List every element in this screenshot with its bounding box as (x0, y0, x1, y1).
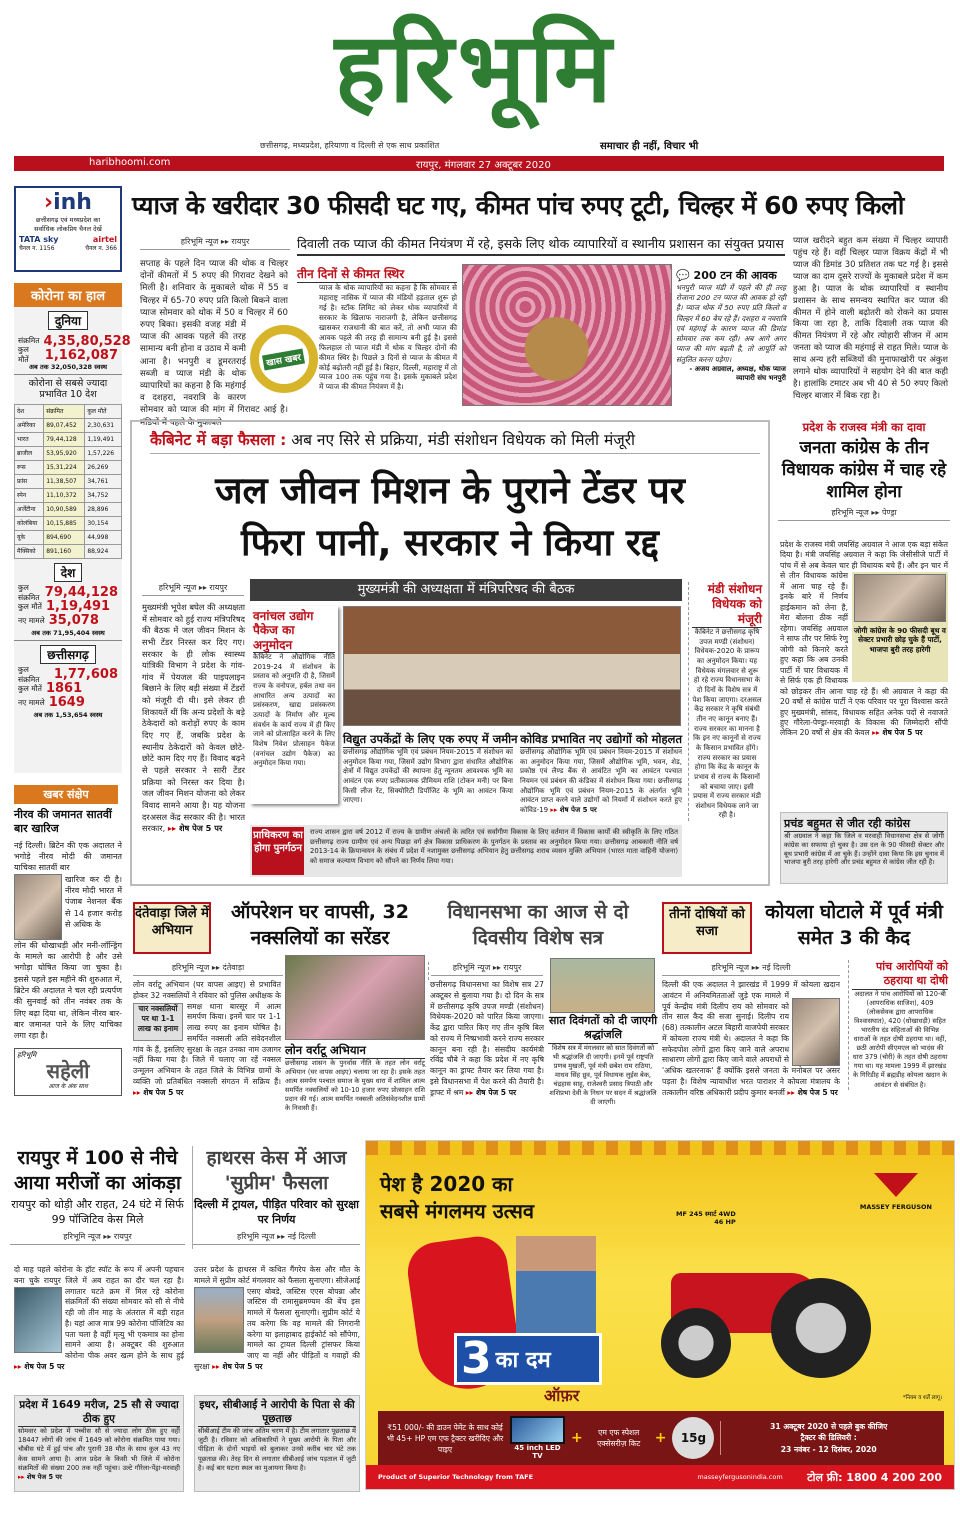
naxal-headline[interactable]: ऑपरेशन घर वापसी, 32 नक्सलियों का सरेंडर (230, 901, 409, 949)
stat-label: नए मामले (18, 615, 45, 625)
forest-package-box (250, 606, 338, 804)
tafe-text: Product of Superior Technology from TAFE (378, 1473, 534, 1481)
speech-bubble-icon: 💬 (676, 269, 690, 282)
onion-price-box (297, 265, 457, 392)
dateline: रायपुर, मंगलवार 27 अक्टूबर 2020 (416, 160, 551, 171)
tatasky-channel: चैनल न. 1156 (19, 245, 55, 252)
tv-label: 45 inch LED TV (514, 1444, 561, 1460)
story-headline[interactable]: हाथरस केस में आज 'सुप्रीम' फैसला (206, 1147, 347, 1194)
stat-label: कुल संक्रमित (18, 664, 40, 684)
body-text: उत्तर प्रदेश के हाथरस में कथित गैंगरेप केस और मौत के मामले में सुप्रीम कोर्ट मंगलवार को फैसला सुनाएगा। सीजेआई एसए बोबडे, जस्टिस एएस बोपन्ना और जस्टिस वी रामासुब्रमण्यम की बेंच इस मामले में फैसला सुनाएगी। सुप्रीम कोर्ट ये तय करेगा कि वह मामले की निगरानी करेगा या इलाहाबाद हाईकोर्ट को सौंपेगा, मामले का ट्रायल दिल्ली ट्रांसफर किया जाए या नहीं और पीड़ितों व गवाहों की सुरक्षा (194, 1265, 360, 1372)
country-deaths: 44,998 (85, 530, 122, 544)
corona-title: कोरोना का हाल (14, 283, 122, 307)
country-name: कोलंबिया (15, 516, 44, 530)
country-infected: 15,31,224 (44, 460, 85, 474)
delivery-label: ट्रैक्टर की डिलिवरी : (800, 1433, 857, 1443)
box-body: अदालत ने पांच आरोपियों को 120-बी (आपराधिक साजिश), 409 (लोकसेवक द्वारा आपराधिक विश्वासघात), 420 (धोखाधड़ी) सहित भारतीय दंड संहिताओं की विभिन्न धाराओं के तहत दोषी ठहराया था। वहीं, छठी आरोपी सीएमएल को भादंस की धारा 379 (चोरी) के तहत दोषी ठहराया गया था। यह मामला 1999 में झारखंड के गिरिडीह में ब्रह्मडीह कोयला खदान के आवंटन से संबंधित है। (852, 989, 948, 1089)
country-name: फ्रांस (15, 474, 44, 488)
naxal-dateline: हरिभूमि न्यूज ▸▸ दंतेवाड़ा (133, 962, 283, 976)
box-body: सीबीआई टीम की जांच अंतिम चरण में है। टीम लगातार पूछताछ में जुटी है। रविवार को अधिकारियों ने मुख्य आरोपी के पिता और पीड़िता के दोनों भाइयों को बुलाकर उनसे करीब चार घंटे तक पूछताछ की। तेरह दिन से लगातार सीबीआई जांच पड़ताल में जुटी है। कई बार घटना स्थल का मुआयना किया है। (198, 1427, 356, 1472)
lone-varratu-box (285, 1043, 425, 1114)
brief-title: खबर संक्षेप (14, 785, 118, 804)
tv-icon (510, 1416, 565, 1444)
country-name: भारत (15, 432, 44, 446)
massey-logo (860, 1173, 932, 1211)
continued-link[interactable]: ▸▸ शेष पेज 5 पर (133, 1088, 183, 1097)
country-deaths: 2,30,631 (85, 418, 122, 432)
country-deaths: 28,896 (85, 502, 122, 516)
continued-link[interactable]: ▸▸ शेष पेज 5 पर (212, 1362, 262, 1371)
kicker-rest: अब नए सिरे से प्रक्रिया, मंडी संशोधन विधेयक को मिली मंजूरी (291, 431, 636, 449)
cg-infected: 1,77,608 (53, 667, 118, 683)
inh-line2: सर्वाधिक लोकप्रिय चैनल देखें (34, 225, 102, 233)
box-body: सोमवार को प्रदेश में पच्चीस सौ से ज्यादा लोग ठीक हुए वहीं 18447 लोगों की जांच में 1649 को कोरोना संक्रमित पाया गया। चौबीस घंटे में हुई पांच और पुरानी 38 मौत के साथ कुल 43 नए केस सामने आया है। आज प्रदेश के किसी भी जिले में कोरोना संक्रमितों की संख्या 200 तक नहीं पहुंचा। उल्टे गौरेला-पेंड्रा-मरवाही (18, 1427, 180, 1472)
country-row (15, 488, 122, 502)
onion-photo (462, 264, 672, 406)
assembly-dateline: हरिभूमि न्यूज ▸▸ रायपुर (431, 962, 543, 976)
inh-line1: छत्तीसगढ़ एवं मध्यप्रदेश का (35, 216, 101, 224)
massey-triangle-icon (874, 1173, 918, 1197)
country-deaths: 1,57,226 (85, 446, 122, 460)
cbi-box (194, 1395, 360, 1492)
story-body: छत्तीसगढ़ औद्योगिक भूमि एवं प्रबंधन नियम-2015 में संशोधन का अनुमोदन किया गया, जिसमें औद्योगिक भूमि, भवन, शेड, प्रकोष्ठ एवं लैण्ड बैंक से आवंटित भूमि का आवंटन पश्चात नियमन एवं प्रबंधन की कंडिका में संशोधन किया गया। छत्तीसगढ़ औद्योगिक भूमि एवं प्रबंधन नियम-2015 के अंतर्गत भूमि आवंटन प्राप्त करने वाले उद्योगों को नियमों में संशोधन करते हुए कोविड-19 (520, 748, 682, 814)
authority-body: राज्य शासन द्वारा वर्ष 2012 में राज्य के ग्रामीण अंचलों के त्वरित एवं सर्वांगीण विकास के लिए वर्तमान में विकास कार्यों की स्वीकृति के लिए गठित छत्तीसगढ़ राज्य ग्रामीण एवं अन्य पिछड़ा वर्ग क्षेत्र विकास प्राधिकरण के पुनर्गठन के प्रस्ताव का अनुमोदन किया गया। छत्तीसगढ़ आबकारी नीति वर्ष 2013-14 के क्रियान्वयन के संबंध में प्रदेश में नशामुक्त छत्तीसगढ़ अभियान हेतु छत्तीसगढ़ शराब व्यसन मुक्ति अभियान (भारत माता वाहिनी योजना) को समाज कल्याण विभाग को सौंपने का निर्णय लिया गया। (310, 828, 678, 865)
body-text: छत्तीसगढ़ विधानसभा का विशेष सत्र 27 अक्टूबर से बुलाया गया है। दो दिन के सत्र में छत्तीसगढ़ कृषि उपज मण्डी (संशोधन) विधेयक-2020 को पारित किया जाएगा। केंद्र द्वारा पारित किए गए तीन कृषि बिल को राज्य में निष्प्रभावी करने राज्य सरकार कानून बना रही है। संसदीय कार्यमंत्री रविंद्र चौबे ने कहा कि प्रदेश में नए कृषि कानून का ड्राफ्ट तैयार कर लिया गया है। इसे विधानसभा में पेश करने की तैयारी है। ड्राफ्ट में श्रम (430, 980, 544, 1097)
inh-channel-ad[interactable]: ›inh छत्तीसगढ़ एवं मध्यप्रदेश का सर्वाधिक लोकप्रिय चैनल देखें TATA sky airtel चैनल न. 1156 चैनल न. 366 (14, 186, 122, 272)
box-title: प्रचंड बहुमत से जीत रही कांग्रेस (784, 816, 944, 832)
coal-body (662, 980, 840, 1099)
body-text: मुख्यमंत्री भूपेश बघेल की अध्यक्षता में सोमवार को हुई राज्य मंत्रिपरिषद की बैठक में जल जीवन मिशन के सभी टेंडर निरस्त कर दिए गए। सरकार के ही लोक स्वास्थ्य यांत्रिकी विभाग ने प्रदेश के गांव-गांव में पेयजल की पाइपलाइन बिछाने के लिए बड़ी संख्या में टेंडरों को मंजूरी दी थी। इसे लेकर ही शिकायतें थीं कि अन्य प्रदेशों के बड़े ठेकेदारों को करोड़ों रुपए के काम दिए गए हैं, जबकि प्रदेश के स्थानीय ठेकेदारों को केवल छोटे-छोटे काम दिए गए हैं। विवाद बढ़ने से पहले सरकार ने सारी टेंडर प्रक्रिया को निरस्त कर दिया है। जल जीवन मिशन योजना को लेकर विवाद सामने आया है। यह योजना दरअसल केंद्र सरकार की है। भारत सरकार, (142, 602, 245, 834)
country-name: अर्जेंटीना (15, 502, 44, 516)
quote-author: - अजय अग्रवाल, अध्यक्ष, थोक प्याज व्यापारी संघ भनपुरी (689, 364, 786, 382)
naxal-tag: दंतेवाड़ा जिले में अभियान (133, 902, 211, 954)
saheli-tag: आज के अंक साथ (48, 1082, 88, 1090)
stat-label: कुल मौतें (18, 601, 42, 611)
reward-box: चार नक्सलियों पर था 1-1 लाख का इनाम (133, 1003, 183, 1041)
headline-line1: जल जीवन मिशन के पुराने टेंडर पर (215, 469, 685, 512)
naxal-body (133, 980, 281, 1099)
country-row (15, 516, 122, 530)
col-header: कुल मौतें (85, 404, 122, 418)
brief-body: लोन की धोखाधड़ी और मनी-लॉन्ड्रिंग के मामले का आरोपी है और उसे भगोड़ा घोषित किया जा चुका है। इससे पहले इस महीने की शुरुआत में, ब्रिटेन की अदालत ने चल रही प्रत्यर्पण की सुनवाई को तीन नवंबर तक के लिए बढ़ा दिया था, लेकिन नीरव बार-बार जमानत पाने के लिए याचिका लगा रहा है। (14, 940, 122, 1041)
brief-body: नई दिल्ली। ब्रिटेन की एक अदालत ने भगोड़े नीरव मोदी की जमानत याचिका सातवीं बार (14, 840, 122, 873)
booking-text: 31 अक्टूबर 2020 से पहले बुक कीजिए (770, 1421, 888, 1431)
continued-link[interactable]: ▸▸ शेष पेज 5 पर (550, 806, 596, 814)
onion-dateline (140, 236, 290, 254)
hathras-body (194, 1265, 360, 1373)
country-infected: 79,44,128 (44, 432, 85, 446)
deal-text: ₹51 000/- की डाउन पेमेंट के साथ कोई भी 45+ HP एम एफ ट्रैक्टर खरीदिए और पाइए (386, 1422, 504, 1454)
box-body: श्री अग्रवाल ने कहा कि जिले व मरवाही विधानसभा क्षेत्र से जोगी कांग्रेस का सफाया हो चुका है। उस दल के 90 फीसदी सेक्टर और बूथ प्रभारी कांग्रेस में आ चुके हैं। उन्होंने दावा किया कि इस चुनाव में भाजपा बुरी तरह हारेगी और प्रचंड बहुमत से कांग्रेस जीत रही है। (784, 832, 944, 867)
country-row (15, 460, 122, 474)
coal-tag: तीनों दोषियों को सजा (662, 902, 752, 954)
country-row (15, 544, 122, 558)
country-deaths: 34,752 (85, 488, 122, 502)
tatasky-logo: TATA sky (19, 235, 59, 244)
country-infected: 11,38,507 (44, 474, 85, 488)
khas-khabar-label: खास खबर (262, 348, 305, 370)
plus-sign: + (571, 1430, 583, 1446)
cg-covid-box (14, 1395, 184, 1492)
india-recovered: अब तक 71,95,404 स्वस्थ (14, 628, 122, 641)
assembly-body (430, 980, 544, 1099)
stat-label: कुल संक्रमित (18, 582, 40, 602)
cg-new: 1649 (48, 695, 85, 711)
country-name: अमेरिका (15, 418, 44, 432)
story-subhead: रायपुर को थोड़ी और राहत, 24 घंटे में सिर्फ 99 पॉजिटिव केस मिले (11, 1198, 184, 1226)
box-body: विशेष सत्र में मंगलवार को सात दिवंगतों को भी श्रद्धांजलि दी जाएगी। इनमें पूर्व राष्ट्रपति प्रणब मुखर्जी, पूर्व मंत्री छबेश राम राठिया, माधव सिंह ध्रुव, पूर्व विधायक लुईस बेक, चंद्रहास साहू, राजेश्वरी प्रसाद त्रिपाठी और शशिप्रभा देवी के निधन पर सदन में श्रद्धांजलि दी जाएगी। (549, 1043, 657, 1107)
minister-quote: जोगी कांग्रेस के 90 फीसदी बूथ व सेक्टर प्रभारी छोड़ चुके हैं पार्टी, भाजपा बुरी तरह हारेगी (854, 626, 946, 654)
box-title: लोन वर्राटू अभियान (285, 1043, 425, 1059)
coal-side-box (848, 960, 948, 1090)
country-row (15, 432, 122, 446)
toll-free-number[interactable]: टोल फ्री: 1800 4 200 200 (807, 1470, 942, 1484)
col-header: देश (15, 404, 44, 418)
stat-label: कुल मौतें (18, 683, 42, 693)
stat-label: संक्रमित (18, 336, 40, 345)
brief-body: खारिज कर दी है। नीरव मोदी भारत में पंजाब नेशनल बैंक से 14 हजार करोड़ से अधिक के (65, 874, 122, 930)
onion-subhead: दिवाली तक प्याज की कीमत नियंत्रण में रहे, इसके लिए थोक व्यापारियों व स्थानीय प्रशासन का संयुक्त प्रयास (297, 235, 785, 256)
quote-body: भनपुरी प्याज मंडी में पहले की ही तरह रोजाना 200 टन प्याज की आवक हो रही है। प्याज थोक में 50 रुपए प्रति किलो व चिल्हर में 60 बेच रहे हैं। दशहरा व नवरात्रि एवं महंगाई के कारण प्याज की डिमांड सोमवार तक कम रही। अब आगे अगर प्याज की मांग बढ़ती है, तो आपूर्ति को संतुलित करना पड़ेगा। (676, 283, 786, 364)
offer-badge (454, 1333, 602, 1385)
box-body: प्याज के थोक व्यापारियों का कहना है कि सोमवार से महाराष्ट्र नासिक में प्याज की मंडियों हड़ताल शुरू हो गई है। स्टॉक लिमिट को लेकर थोक व्यापारियों में सरकार के खिलाफ नाराजगी है, लेकिन छत्तीसगढ़ खासकर राजधानी की बात करें, तो अभी प्याज की आवक पहले की तरह ही सामान्य बनी हुई है। इससे फिलहाल तो प्याज मंडी में थोक व चिल्हर दोनों की कीमत स्थिर है। पिछले 3 दिनों से प्याज के कीमत में कोई बढ़ोतरी नहीं हुई है। बिहार, दिल्ली, महाराष्ट्र में तो प्याज 100 तक पहुंच गया है। इसके मुकाबले प्रदेश में प्याज की कीमत नियंत्रण में है। (319, 283, 457, 392)
country-table (14, 404, 122, 559)
site-link[interactable]: haribhoomi.com (89, 157, 171, 168)
saheli-brand: हरिभूमि (17, 1050, 37, 1059)
brand-name: MASSEY FERGUSON (859, 1203, 932, 1211)
cabinet-kicker (150, 428, 760, 454)
world-label: दुनिया (48, 311, 88, 330)
coal-dateline: हरिभूमि न्यूज ▸▸ नई दिल्ली (662, 962, 840, 976)
story-kicker: प्रदेश के राजस्व मंत्री का दावा (802, 420, 926, 434)
delivery-dates: 23 नवंबर - 12 दिसंबर, 2020 (780, 1444, 877, 1454)
country-row (15, 474, 122, 488)
meeting-banner: मुख्यमंत्री की अध्यक्षता में मंत्रिपरिषद की बैठक (250, 579, 682, 601)
country-row (15, 502, 122, 516)
ambassador-photo (516, 1236, 596, 1336)
cg-deaths: 1861 (45, 681, 83, 697)
box-title: तीन दिनों से कीमत स्थिर (297, 265, 457, 283)
onion-quote-box (676, 268, 786, 383)
country-row (15, 530, 122, 544)
country-infected: 894,690 (44, 530, 85, 544)
body-text: दो माह पहले कोरोना के हॉट स्पॉट के रूप में अपनी पहचान बना चुके रायपुर जिले में अब राहत का दौर चल रहा है। लगातार घटते क्रम में मिल रहे कोरोना संक्रमितों की संख्या सोमवार को सौ से नीचे रही जो तीन माह के अंतराल में बड़ी राहत है। यहां आज मात्र 99 कोरोना पॉजिटिव का पता चला है वहीं मृत्यु भी एकमात्र का होना सामने आया है। अक्टूबर की शुरुआत कोरोना पीक अवर खत्म होने के साथ हुई (14, 1265, 184, 1361)
col-header: संक्रमित (44, 404, 85, 418)
terms-note: *नियम व शर्तें लागू। (902, 1395, 942, 1401)
body-text: इनाम घोषित है। समर्पित नक्सली अति संवेदनशील गांव के हैं, इसलिए सुरक्षा के तहत उनका नाम उजागर नहीं किया गया है। जिले में चलाए जा रहें नक्सल उन्मूलन अभियान के तहत जिले के विभिन्न ग्रामों के व्यक्ति जो प्रतिबंधित नक्सली संगठन में सक्रिय हैं। (133, 1023, 281, 1087)
cabinet-meeting-photo (343, 606, 681, 726)
masthead-slogan: समाचार ही नहीं, विचार भी (600, 141, 699, 152)
offer-number: 3 (461, 1333, 492, 1384)
assembly-emblem-photo (550, 958, 655, 1013)
country-infected: 53,95,920 (44, 446, 85, 460)
news-brief (14, 785, 122, 1135)
country-deaths: 30,154 (85, 516, 122, 530)
country-infected: 891,160 (44, 544, 85, 558)
india-infected: 79,44,128 (44, 585, 118, 601)
lead-headline[interactable]: प्याज के खरीदार 30 फीसदी घट गए, कीमत पांच रुपए टूटी, चिल्हर में 60 रुपए किलो (132, 191, 904, 220)
india-label: देश (54, 563, 83, 582)
dilip-ray-photo (792, 998, 840, 1066)
country-infected: 10,15,885 (44, 516, 85, 530)
offer-label: ऑफ़र (544, 1386, 580, 1405)
country-name: ब्राजील (15, 446, 44, 460)
body-text: सप्ताह के पहले दिन प्याज की थोक व चिल्हर दोनों कीमतों में 5 रुपए की गिरावट देखने को मिली है। शनिवार के मुकाबले थोक में 55 व चिल्हर में 65-70 रुपए प्रति किलो बिकने वाला प्याज सोमवार को थोक में 50 व चिल्हर में 60 रुपए बिका। इसकी वजह मंडी में प्याज की आवक पहले की तरह सामान्य बनी होना व उठाव में कमी आना है। भनपुरी व डूमरतराई सब्जी व प्याज मंडी के थोक व्यापारियों का कहना है कि महंगाई व दशहरा, नवरात्रि के कारण सोमवार को प्याज की मांग में गिरावट आई है। मंडियों में पहले के मुकाबले (140, 259, 288, 428)
cg-label: छत्तीसगढ़ (40, 645, 95, 664)
surrender-photo (285, 955, 425, 1040)
story-headline[interactable]: रायपुर में 100 से नीचे आया मरीजों का आंकड़ा (14, 1147, 181, 1194)
story-title[interactable]: मंडी संशोधन विधेयक को मंजूरी (692, 582, 762, 628)
congress-story (778, 420, 950, 525)
silver-coin-icon: 15g (672, 1417, 714, 1459)
ad-line2: सबसे मंगलमय उत्सव (380, 1199, 535, 1223)
top10-title: कोरोना से सबसे ज्यादा प्रभावित 10 देश (28, 378, 108, 401)
nirav-modi-photo (14, 874, 62, 940)
massey-ferguson-ad[interactable] (365, 1140, 955, 1490)
hathras-story-head (192, 1146, 360, 1249)
quote-title: 200 टन की आवक (693, 269, 777, 282)
box-body: कैबिनेट ने औद्योगिक नीति 2019-24 में संशोधन के प्रस्ताव को अनुमति दी है, जिसमें राज्य के वनोपज, हर्बल तथा वन आधारित अन्य उत्पादों का प्रसंस्करण, खाद्य प्रसंस्करण उत्पादों के निर्माण और मूल्य संवर्धन के कार्य राज्य में ही किए जाने को प्रोत्साहित करने के लिए विशेष निवेश प्रोत्साहन पैकेज (वनांचल उद्योग पैकेज) का अनुमोदन किया गया। (253, 653, 335, 768)
masthead-tagline: छत्तीसगढ़, मध्यप्रदेश, हरियाणा व दिल्ली से एक साथ प्रकाशित (260, 141, 440, 150)
inh-logo: inh (53, 190, 92, 215)
country-row (15, 418, 122, 432)
body-text: प्रदेश के राजस्व मंत्री जयसिंह अग्रवाल ने आज एक बड़ा संकेत दिया है। मंत्री जयसिंह अग्रवाल ने कहा कि जेसीसीजे पार्टी में पांच में से अब केवल चार ही विधायक बचे हैं। और इन चार में से तीन विधायक कांग्रेस में आना चाह रहे हैं। इनके बारे में निर्णय हाईकमान को लेना है, मेरा बोलना ठीक नहीं रहेगा। जयसिंह अग्रवाल ने साफ तौर (780, 540, 948, 644)
offer-strip (378, 1411, 944, 1465)
headline-line2: फिरा पानी, सरकार ने किया रद्द (241, 521, 659, 564)
tractor-hp: 46 HP (714, 1218, 736, 1226)
kit-text: एम एफ स्पेशल एक्सेसरीज़ किट (597, 1428, 641, 1448)
india-new: 35,078 (48, 613, 99, 629)
country-infected: 10,90,589 (44, 502, 85, 516)
continued-link[interactable]: ▸▸ शेष पेज 5 पर (787, 1088, 837, 1097)
story-title[interactable]: कोविड प्रभावित नए उद्योगों को मोहलत (520, 732, 682, 746)
table-header-row (15, 404, 122, 418)
assembly-headline[interactable]: विधानसभा का आज से दो दिवसीय विशेष सत्र (447, 901, 629, 949)
story-body: कैबिनेट ने छत्तीसगढ़ कृषि उपज मण्डी (संशोधन) विधेयक-2020 के प्रारूप का अनुमोदन किया। यह विधेयक मंगलवार से शुरू हो रहे राज्य विधानसभा के दो दिनों के विशेष सत्र में पेश किया जाएगा। दरअसल केंद्र सरकार ने कृषि संबंधी तीन नए कानून बनाए हैं। राज्य सरकार का मानना है कि इन नए कानूनों से राज्य के किसान प्रभावित होंगे। राज्य सरकार का प्रयास होगा कि केंद्र के कानून के प्रभाव से राज्य के किसानों को बचाया जाए। इसी प्रयास में राज्य सरकार मंडी संशोधन विधेयक लाने जा रही है। (692, 628, 762, 820)
country-deaths: 88,924 (85, 544, 122, 558)
saheli-logo: सहेली (46, 1058, 90, 1083)
continued-link[interactable]: ▸▸ शेष पेज 5 पर (18, 1473, 62, 1481)
continued-link[interactable]: ▸▸ शेष पेज 5 पर (466, 1088, 516, 1097)
continued-link[interactable]: ▸▸ शेष पेज 5 पर (14, 1362, 64, 1371)
cabinet-dateline: हरिभूमि न्यूज ▸▸ रायपुर (142, 582, 244, 596)
airtel-logo: airtel (92, 235, 117, 244)
authority-label: प्राधिकरण का होगा पुनर्गठन (252, 827, 304, 875)
country-name: स्पेन (15, 488, 44, 502)
world-deaths: 1,162,087 (44, 347, 118, 363)
ad-line1: पेश है 2020 का (380, 1172, 513, 1196)
country-deaths: 26,269 (85, 460, 122, 474)
world-recovered: अब तक 32,050,328 स्वस्थ (14, 362, 122, 375)
box-title: सात दिवंगतों को दी जाएगी श्रद्धांजलि (548, 1014, 658, 1044)
world-infected: 4,35,80,528 (43, 333, 131, 349)
box-title: पांच आरोपियों को ठहराया था दोषी (852, 960, 948, 990)
country-deaths: 1,19,491 (85, 432, 122, 446)
supreme-court-photo (194, 1287, 244, 1353)
box-title: वनांचल उद्योग पैकेज का अनुमोदन (253, 609, 335, 653)
raipur-body (14, 1265, 184, 1373)
cabinet-headline[interactable] (140, 465, 760, 569)
story-headline[interactable]: जनता कांग्रेस के तीन विधायक कांग्रेस में चाह रहे शामिल होना (781, 438, 947, 503)
dateline-text: हरिभूमि न्यूज ▸▸ रायपुर (140, 236, 290, 250)
story-title[interactable]: विद्युत उपकेंद्रों के लिए एक रुपए में जमीन (343, 732, 518, 746)
offer-text: का दम (495, 1348, 551, 1373)
cabinet-body (142, 602, 245, 835)
story-dateline: हरिभूमि न्यूज ▸▸ पेण्ड्रा (778, 507, 950, 521)
box-title: इधर, सीबीआई ने आरोपी के पिता से की पूछताछ (198, 1399, 356, 1427)
onion-body-right: प्याज खरीदने बहुत कम संख्या में चिल्हर व्यापारी पहुंच रहे हैं। वहीं चिल्हर प्याज विक्रय केंद्रों में भी प्याज की डिमांड 30 प्रतिशत तक घट गई है। इससे प्याज का दाम दूसरे राज्यों के मुकाबले प्रदेश में कम हुआ है। प्याज के थोक व्यापारियों व स्थानीय प्रशासन के साथ समन्वय स्थापित कर प्याज की कीमत में होने वाली बढ़ोतरी को रोकने का प्रयास किया जा रहा है, ताकि दिवाली तक प्याज की कीमत नियंत्रण में रहे और त्योहारी सीजन में आम जनता को प्याज की महंगाई से राहत मिले। प्याज के साथ अन्य हरी सब्जियों की मुनाफाखोरी पर अंकुश लगाने थोक व्यापारियों ने सहयोग देने की बात कही है। हालांकि टमाटर अब भी 40 से 50 रुपए किलो चिल्हर बाजार में बिक रहा है। (793, 235, 948, 400)
plus-sign: + (654, 1430, 667, 1446)
country-row (15, 446, 122, 460)
country-infected: 89,07,452 (44, 418, 85, 432)
mandi-story (688, 582, 762, 821)
masthead-logo: हरिभूमि (334, 12, 616, 124)
date-bar (14, 156, 944, 171)
country-name: यूके (15, 530, 44, 544)
country-name: मैक्सिको (15, 544, 44, 558)
congress-box (780, 812, 948, 884)
body-text: लोन वर्राटू अभियान (घर वापस आइए) से प्रभावित होकर 32 नक्सलियों ने रविवार को पुलिस अधीक्षक के समक्ष थाना बारसूर में आत्म समर्पण किया। इनमें चार पर 1-1 लाख रुपए का (133, 980, 281, 1033)
story-dateline: हरिभूमि न्यूज ▸▸ नई दिल्ली (193, 1231, 360, 1245)
saheli-supplement[interactable] (14, 1048, 122, 1096)
corona-box (14, 283, 131, 773)
continued-link[interactable]: ▸▸ शेष पेज 5 पर (168, 823, 222, 833)
ad-decoration (366, 1141, 954, 1155)
body-text: पर सिर्फ रेणु जोगी को किनारे करते हुए कहा कि अब उनकी पार्टी में चार विधायक में से सिर्फ एक ही विधायक को छोड़कर तीन आना चाह रहे हैं। श्री अग्रवाल ने कहा की 20 वर्षों से कांग्रेस पार्टी ने एक परिवार पर पूरा विश्वास करते हुए मुख्यमंत्री, सांसद, विधायक सहित अनेक पदों से नवाजते हुए गौरेला-पेण्ड्रा-मरवाही के विकास की जिम्मेदारी सौंपी लेकिन 20 वर्षों से क्षेत्र की केवल (780, 634, 948, 738)
minister-photo-box (852, 572, 948, 682)
tribute-box (548, 1014, 658, 1107)
kicker-red: कैबिनेट में बड़ा फैसला : (150, 431, 287, 449)
india-deaths: 1,19,491 (45, 599, 111, 615)
story-body: छत्तीसगढ़ औद्योगिक भूमि एवं प्रबंधन नियम-2015 में संशोधन का अनुमोदन किया गया, जिसमें उद्योग विभाग द्वारा संधारित औद्योगिक क्षेत्रों में विद्युत उपकेंद्रों की स्थापना हेतु न्यूनतम आवश्यक भूमि का आवंटन एक रुपए प्रतीकात्मक प्रीमियम राशि (टोकन मनी) पर बिना किसी लीज रेंट, सिक्योरिटी डिपॉजिट के भूमि का आवंटन किया जाएगा। (343, 748, 513, 805)
stat-label: कुल मौतें (18, 345, 29, 364)
coal-headline[interactable]: कोयला घोटाले में पूर्व मंत्री समेत 3 की कैद (765, 901, 943, 949)
box-body: छत्तीसगढ़ शासन के पुनर्वास नीति के तहत लोन वर्राटू अभियान (घर वापस आइए) चलाया जा रहा है। इसके तहत आत्म समर्पण पश्चात समाज के मुख्य धारा में शामिल आत्म समर्पित नक्सलियों को 10-10 हजार रुपए प्रोत्साहन राशि प्रदान की गई। आत्म समर्पित नक्सली अतिसंवेदनशील ग्रामों के निवासी हैं। (285, 1059, 425, 1113)
tractor-image (641, 1253, 871, 1403)
tractor-model: MF 245 स्मार्ट 4WD (676, 1210, 736, 1218)
continued-link[interactable]: ▸▸ शेष पेज 5 पर (872, 728, 922, 737)
country-name: रूस (15, 460, 44, 474)
cg-recovered: अब तक 1,53,654 स्वस्थ (33, 710, 103, 719)
airtel-channel: चैनल न. 366 (85, 245, 117, 252)
story-subhead: दिल्ली में ट्रायल, पीड़ित परिवार को सुरक्षा पर निर्णय (193, 1198, 360, 1226)
stat-label: नए मामले (18, 697, 45, 707)
raipur-story-head (10, 1146, 185, 1249)
box-title: प्रदेश में 1649 मरीज, 25 सौ से ज्यादा ठीक हुए (18, 1399, 180, 1427)
covid-story (520, 732, 682, 816)
body-text: दिल्ली की एक अदालत ने झारखंड में 1999 में कोयला खदान आवंटन में अनियमितताओं जुड़े एक मामले में पूर्व केन्द्रीय मंत्री दिलीप राय को सोमवार को तीन साल कैद की सजा सुनाई। दिलीप राय (68) तत्कालीन अटल बिहारी वाजपेयी सरकार में कोयला राज्य मंत्री थे। अदालत ने कहा कि सफेदपोश लोगों द्वारा किए जाने वाले अपराध साधारण लोगों द्वारा किए जाने वाले अपराधों से 'अधिक खतरनाक' हैं क्योंकि इससे जनता के मनोबल पर असर पड़ता है। विशेष न्यायाधीश भरत पाराशर ने कोयला मंत्रालय के तत्कालीन वरिष्ठ अधिकारी प्रदीप कुमार बनर्जी (662, 980, 840, 1097)
power-story (343, 732, 518, 806)
minister-photo (854, 574, 946, 622)
brief-headline[interactable]: नीरव की जमानत सातवीं बार खारिज (14, 808, 112, 835)
story-dateline: हरिभूमि न्यूज ▸▸ रायपुर (10, 1231, 185, 1245)
country-infected: 11,10,372 (44, 488, 85, 502)
country-deaths: 34,761 (85, 474, 122, 488)
lab-photo (14, 1287, 62, 1353)
ad-website[interactable]: masseyfergusonindia.com (697, 1473, 783, 1481)
